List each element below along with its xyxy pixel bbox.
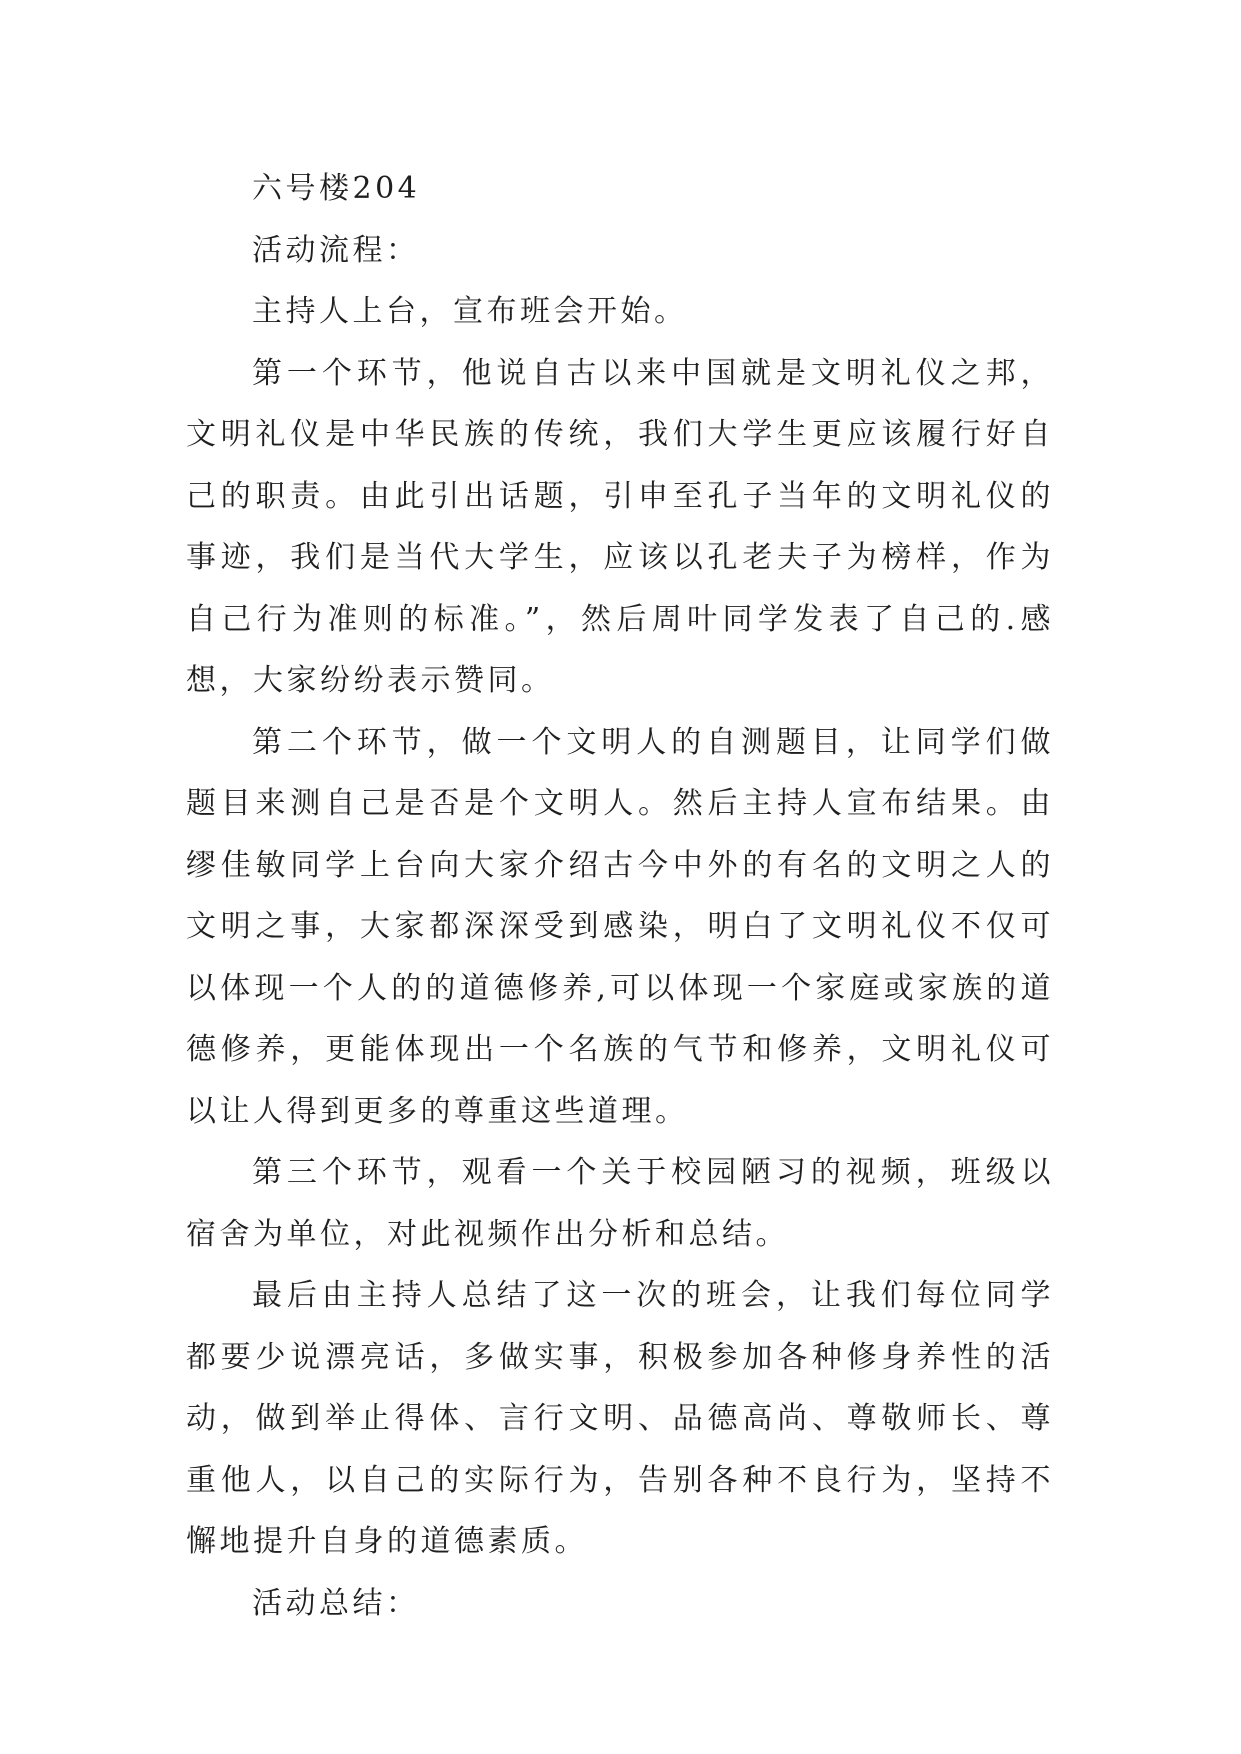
paragraph-segment-two: 第二个环节，做一个文明人的自测题目，让同学们做题目来测自己是否是个文明人。然后主持人宣布结果。由缪佳敏同学上台向大家介绍古今中外的有名的文明之人的文明之事，大家都深深受到感染，明白了文明礼仪不仅可以体现一个人的的道德修养,可以体现一个家庭或家族的道德修养，更能体现出一个名族的气节和修养，文明礼仪可以让人得到更多的尊重这些道理。 bbox=[186, 724, 1054, 1129]
paragraph-host-opening: 主持人上台，宣布班会开始。 bbox=[252, 294, 688, 329]
paragraph-location: 六号楼204 bbox=[252, 171, 421, 206]
paragraph-segment-three: 第三个环节，观看一个关于校园陋习的视频，班级以宿舍为单位，对此视频作出分析和总结。 bbox=[186, 1155, 1054, 1252]
paragraph-closing: 最后由主持人总结了这一次的班会，让我们每位同学都要少说漂亮话，多做实事，积极参加各种修身养性的活动，做到举止得体、言行文明、品德高尚、尊敬师长、尊重他人，以自己的实际行为，告别各种不良行为，坚持不懈地提升自身的道德素质。 bbox=[186, 1278, 1054, 1559]
paragraph-segment-one: 第一个环节，他说自古以来中国就是文明礼仪之邦，文明礼仪是中华民族的传统，我们大学生更应该履行好自己的职责。由此引出话题，引申至孔子当年的文明礼仪的事迹，我们是当代大学生，应该以孔老夫子为榜样，作为自己行为准则的标准。”，然后周叶同学发表了自己的.感想，大家纷纷表示赞同。 bbox=[186, 355, 1054, 698]
paragraph-process-heading: 活动流程： bbox=[252, 232, 420, 268]
document-body bbox=[186, 158, 1054, 1634]
paragraph-summary-heading: 活动总结： bbox=[252, 1585, 420, 1621]
